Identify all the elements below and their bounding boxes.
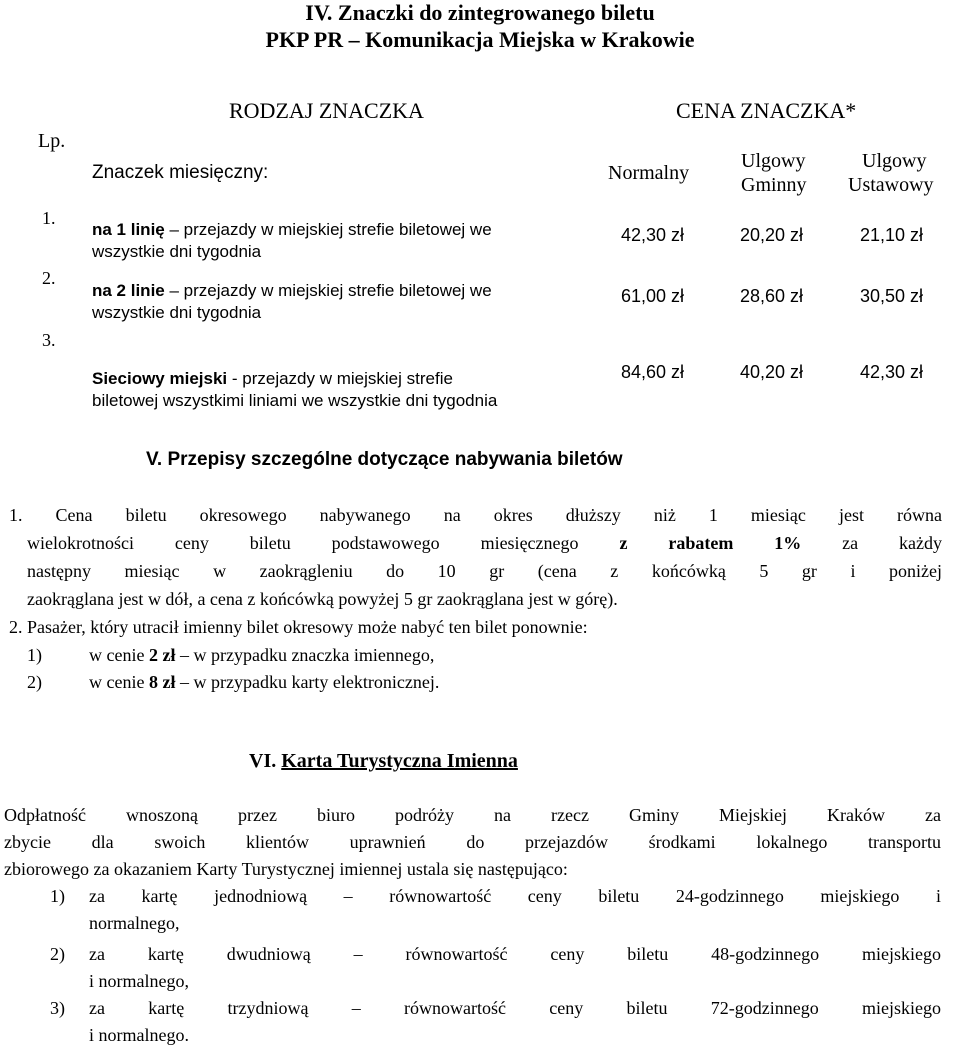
row-description — [92, 368, 497, 412]
section-iv-title-line2: PKP PR – Komunikacja Miejska w Krakowie — [265, 27, 695, 52]
price-normal: 42,30 zł — [621, 225, 685, 245]
item-post: – w przypadku karty elektronicznej. — [175, 672, 440, 692]
item-pre: w cenie — [89, 645, 149, 665]
list-text-line2: i normalnego. — [89, 1025, 189, 1045]
section-vi-intro-line1: Odpłatność wnoszoną przez biuro podróży na rzecz Gminy Miejskiej Kraków za — [4, 805, 941, 825]
row-lp: 2. — [42, 268, 56, 288]
section-v-p1-line4: zaokrąglana jest w dół, a cena z końcówką powyżej 5 gr zaokrąglana jest w górę). — [27, 589, 618, 609]
list-text-line2: normalnego, — [89, 913, 180, 933]
list-number: 2) — [50, 944, 65, 964]
row-lp: 3. — [42, 330, 56, 350]
price-normal: 84,60 zł — [621, 362, 685, 382]
price-col-ulgowy-ustawowy-1: Ulgowy — [862, 150, 927, 172]
subheader-monthly: Znaczek miesięczny: — [92, 162, 269, 183]
price-col-ulgowy-ustawowy-2: Ustawowy — [848, 174, 934, 196]
section-vi-title — [249, 750, 518, 773]
col-header-type: RODZAJ ZNACZKA — [229, 98, 424, 123]
list-text — [89, 672, 439, 693]
row-desc-line2: wszystkie dni tygodnia — [92, 303, 262, 322]
section-v-title: V. Przepisy szczególne dotyczące nabywania biletów — [146, 449, 623, 470]
section-iv-title-line1: IV. Znaczki do zintegrowanego biletu — [305, 0, 655, 25]
list-text-line1: za kartę trzydniową – równowartość ceny biletu 72-godzinnego miejskiego — [89, 998, 941, 1018]
list-number: 1) — [50, 886, 65, 906]
item-amount: 8 zł — [148, 672, 176, 692]
list-text-line1: za kartę jednodniową – równowartość ceny biletu 24-godzinnego miejskiego i — [89, 886, 941, 906]
col-header-lp: Lp. — [38, 130, 66, 152]
section-vi-title-underlined: Karta Turystyczna Imienna — [281, 750, 518, 772]
price-ustawowy: 30,50 zł — [860, 286, 924, 306]
p1-line2-pre: wielokrotności ceny biletu podstawowego miesięcznego — [27, 533, 620, 553]
list-number: 3) — [50, 998, 65, 1018]
row-bold-label: na 2 linie — [92, 281, 165, 300]
list-number: 1) — [27, 645, 42, 665]
row-description — [92, 219, 492, 263]
section-vi-intro-line2: zbycie dla swoich klientów uprawnień do przejazdów środkami lokalnego transportu — [4, 832, 941, 852]
price-gminny: 40,20 zł — [740, 362, 804, 382]
section-v-p1-line1: 1. Cena biletu okresowego nabywanego na okres dłuższy niż 1 miesiąc jest równa — [9, 505, 942, 525]
price-col-normalny: Normalny — [608, 162, 690, 184]
section-v-p1-line2 — [27, 533, 942, 554]
section-v-p1-line3: następny miesiąc w zaokrągleniu do 10 gr (cena z końcówką 5 gr i poniżej — [27, 561, 942, 581]
price-normal: 61,00 zł — [621, 286, 685, 306]
price-col-ulgowy-gminny-1: Ulgowy — [741, 150, 806, 172]
item-amount: 2 zł — [148, 645, 176, 665]
row-lp: 1. — [42, 208, 56, 228]
row-desc-rest: – przejazdy w miejskiej strefie biletowej we — [164, 220, 492, 239]
section-vi-title-prefix: VI. — [249, 750, 282, 772]
p1-discount-bold: z rabatem 1% — [619, 533, 802, 553]
row-bold-label: na 1 linię — [92, 220, 165, 239]
item-pre: w cenie — [89, 672, 149, 692]
price-gminny: 28,60 zł — [740, 286, 804, 306]
p1-line2-post: za każdy — [801, 533, 943, 553]
section-v-p2-line1: 2. Pasażer, który utracił imienny bilet okresowy może nabyć ten bilet ponownie: — [9, 617, 588, 637]
row-desc-rest: – przejazdy w miejskiej strefie biletowej we — [164, 281, 492, 300]
row-description — [92, 280, 492, 324]
price-gminny: 20,20 zł — [740, 225, 804, 245]
price-col-ulgowy-gminny-2: Gminny — [741, 174, 807, 196]
col-header-price: CENA ZNACZKA* — [676, 98, 857, 123]
list-text-line2: i normalnego, — [89, 971, 189, 991]
row-desc-rest: - przejazdy w miejskiej strefie — [227, 369, 453, 388]
list-number: 2) — [27, 672, 42, 692]
price-ustawowy: 21,10 zł — [860, 225, 924, 245]
list-text — [89, 645, 434, 666]
row-bold-label: Sieciowy miejski — [92, 369, 228, 388]
list-text-line1: za kartę dwudniową – równowartość ceny biletu 48-godzinnego miejskiego — [89, 944, 941, 964]
row-desc-line2: biletowej wszystkimi liniami we wszystkie dni tygodnia — [92, 391, 498, 410]
row-desc-line2: wszystkie dni tygodnia — [92, 242, 262, 261]
item-post: – w przypadku znaczka imiennego, — [175, 645, 435, 665]
price-ustawowy: 42,30 zł — [860, 362, 924, 382]
section-vi-intro-line3: zbiorowego za okazaniem Karty Turystycznej imiennej ustala się następująco: — [4, 859, 568, 879]
